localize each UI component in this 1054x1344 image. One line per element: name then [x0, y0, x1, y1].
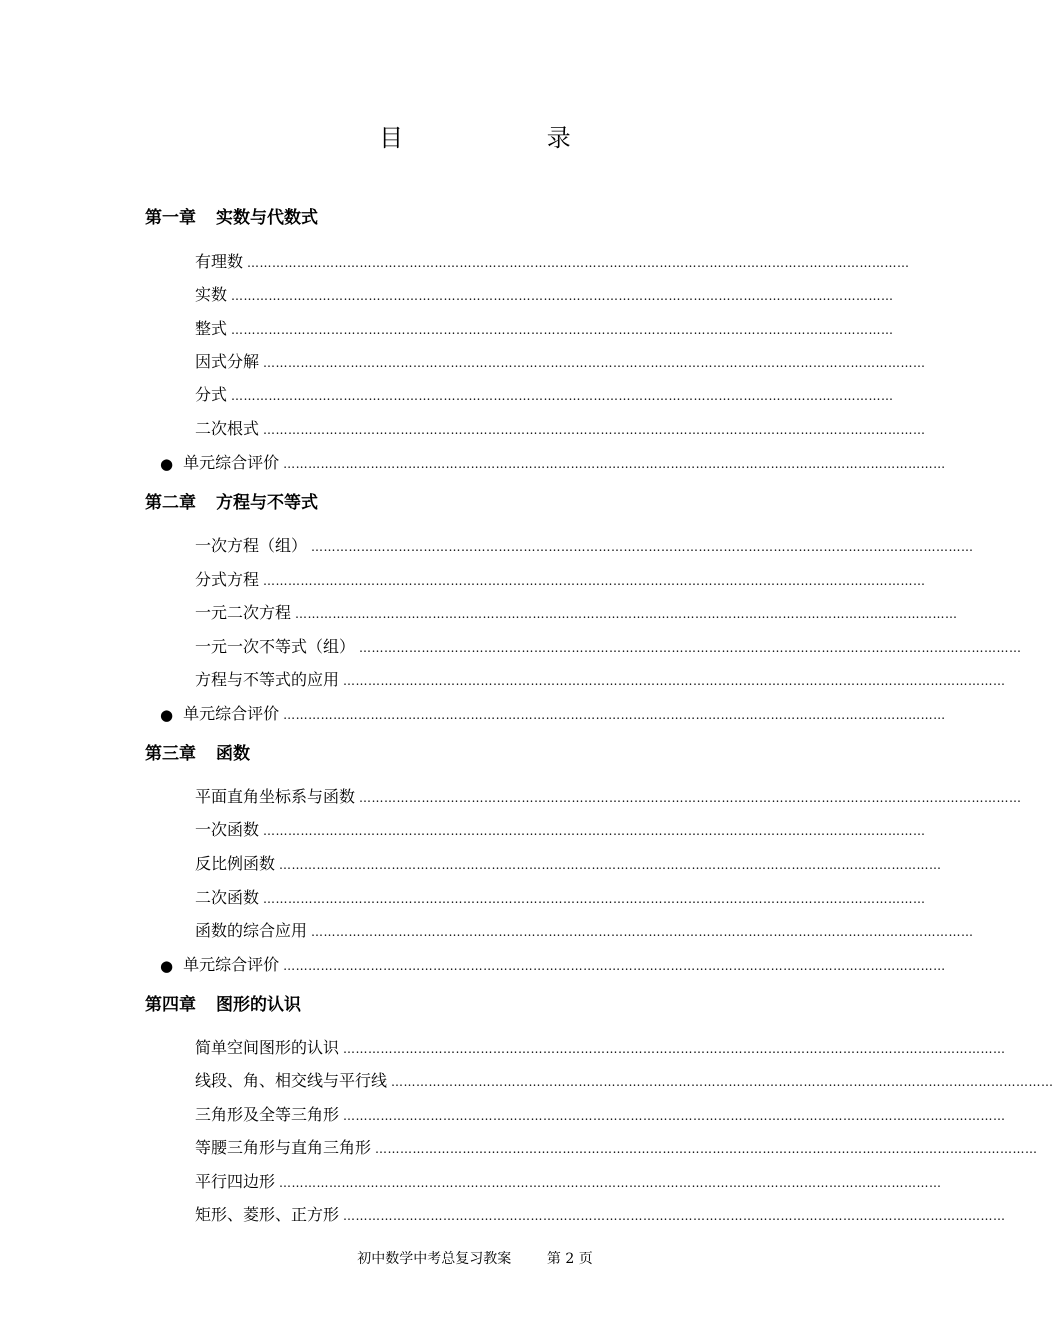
dot-leader: …………………………………………………………………………………………………………………………………………… [311, 925, 974, 939]
dot-leader: …………………………………………………………………………………………………………………………………………… [311, 540, 974, 554]
dot-leader: …………………………………………………………………………………………………………………………………………… [343, 1209, 1006, 1223]
chapter-name: 函数 [216, 744, 250, 764]
chapter-number: 第四章 [145, 995, 196, 1015]
dot-leader: …………………………………………………………………………………………………………………………………………… [263, 824, 926, 838]
bullet-icon: ● [160, 455, 174, 473]
toc-entry[interactable] [195, 1067, 1054, 1091]
dot-leader: …………………………………………………………………………………………………………………………………………… [263, 574, 926, 588]
dot-leader: …………………………………………………………………………………………………………………………………………… [283, 457, 946, 471]
toc-entry-label: 单元综合评价 [183, 955, 280, 974]
toc-entry-label: 一次函数 [195, 820, 260, 839]
dot-leader: …………………………………………………………………………………………………………………………………………… [279, 858, 942, 872]
toc-entry[interactable] [195, 1101, 1006, 1125]
chapter-heading [145, 488, 318, 513]
dot-leader: …………………………………………………………………………………………………………………………………………… [283, 959, 946, 973]
toc-entry[interactable] [195, 281, 894, 305]
dot-leader: …………………………………………………………………………………………………………………………………………… [263, 892, 926, 906]
footer-title: 初中数学中考总复习教案 [357, 1251, 512, 1267]
toc-entry[interactable] [195, 566, 926, 590]
toc-entry[interactable] [195, 816, 926, 840]
dot-leader: …………………………………………………………………………………………………………………………………………… [295, 607, 958, 621]
toc-entry-label: 方程与不等式的应用 [195, 670, 340, 689]
chapter-number: 第三章 [145, 744, 196, 764]
toc-entry-label: 矩形、菱形、正方形 [195, 1205, 340, 1224]
toc-entry-label: 一元二次方程 [195, 603, 292, 622]
toc-entry[interactable] [195, 1168, 942, 1192]
toc-entry[interactable] [195, 917, 974, 941]
toc-entry-label: 整式 [195, 319, 228, 338]
toc-entry-label: 单元综合评价 [183, 704, 280, 723]
dot-leader: …………………………………………………………………………………………………………………………………………… [231, 323, 894, 337]
toc-entry-label: 单元综合评价 [183, 453, 280, 472]
toc-entry-label: 平面直角坐标系与函数 [195, 787, 356, 806]
dot-leader: …………………………………………………………………………………………………………………………………………… [391, 1075, 1054, 1089]
toc-entry-label: 等腰三角形与直角三角形 [195, 1138, 372, 1157]
toc-entry-label: 平行四边形 [195, 1172, 276, 1191]
chapter-name: 方程与不等式 [216, 493, 318, 513]
toc-entry[interactable] [195, 850, 942, 874]
dot-leader: …………………………………………………………………………………………………………………………………………… [263, 356, 926, 370]
toc-entry[interactable] [195, 1134, 1038, 1158]
toc-entry-review[interactable] [160, 449, 946, 473]
chapter-name: 图形的认识 [216, 995, 301, 1015]
toc-entry-label: 一次方程（组） [195, 536, 308, 555]
toc-entry[interactable] [195, 633, 1022, 657]
toc-entry[interactable] [195, 248, 910, 272]
dot-leader: …………………………………………………………………………………………………………………………………………… [343, 1042, 1006, 1056]
toc-entry[interactable] [195, 315, 894, 339]
dot-leader: …………………………………………………………………………………………………………………………………………… [279, 1176, 942, 1190]
toc-entry-label: 线段、角、相交线与平行线 [195, 1071, 388, 1090]
dot-leader: …………………………………………………………………………………………………………………………………………… [343, 1109, 1006, 1123]
chapter-number: 第二章 [145, 493, 196, 513]
dot-leader: …………………………………………………………………………………………………………………………………………… [231, 289, 894, 303]
bullet-icon: ● [160, 957, 174, 975]
toc-entry-label: 分式 [195, 385, 228, 404]
page-title: 目 录 [379, 124, 639, 152]
toc-entry[interactable] [195, 381, 894, 405]
toc-entry-label: 简单空间图形的认识 [195, 1038, 340, 1057]
toc-entry-label: 分式方程 [195, 570, 260, 589]
dot-leader: …………………………………………………………………………………………………………………………………………… [231, 389, 894, 403]
toc-entry[interactable] [195, 884, 926, 908]
toc-entry-label: 反比例函数 [195, 854, 276, 873]
dot-leader: …………………………………………………………………………………………………………………………………………… [359, 791, 1022, 805]
toc-entry[interactable] [195, 532, 974, 556]
chapter-heading [145, 203, 318, 228]
chapter-heading [145, 990, 301, 1015]
bullet-icon: ● [160, 706, 174, 724]
toc-entry[interactable] [195, 415, 926, 439]
dot-leader: …………………………………………………………………………………………………………………………………………… [247, 256, 910, 270]
toc-entry-label: 有理数 [195, 252, 244, 271]
toc-entry[interactable] [195, 666, 1006, 690]
dot-leader: …………………………………………………………………………………………………………………………………………… [375, 1142, 1038, 1156]
toc-entry-label: 函数的综合应用 [195, 921, 308, 940]
toc-entry-label: 因式分解 [195, 352, 260, 371]
dot-leader: …………………………………………………………………………………………………………………………………………… [359, 641, 1022, 655]
toc-entry[interactable] [195, 1034, 1006, 1058]
dot-leader: …………………………………………………………………………………………………………………………………………… [263, 423, 926, 437]
toc-entry[interactable] [195, 599, 958, 623]
toc-entry-review[interactable] [160, 700, 946, 724]
chapter-name: 实数与代数式 [216, 208, 318, 228]
dot-leader: …………………………………………………………………………………………………………………………………………… [283, 708, 946, 722]
toc-entry[interactable] [195, 783, 1022, 807]
chapter-heading [145, 739, 250, 764]
toc-entry[interactable] [195, 348, 926, 372]
toc-entry-label: 一元一次不等式（组） [195, 637, 356, 656]
toc-entry-review[interactable] [160, 951, 946, 975]
toc-entry-label: 三角形及全等三角形 [195, 1105, 340, 1124]
chapter-number: 第一章 [145, 208, 196, 228]
dot-leader: …………………………………………………………………………………………………………………………………………… [343, 674, 1006, 688]
toc-entry-label: 二次根式 [195, 419, 260, 438]
toc-entry-label: 实数 [195, 285, 228, 304]
toc-entry[interactable] [195, 1201, 1006, 1225]
page-number: 第 2 页 [546, 1251, 593, 1267]
toc-entry-label: 二次函数 [195, 888, 260, 907]
page-footer [0, 1248, 950, 1268]
